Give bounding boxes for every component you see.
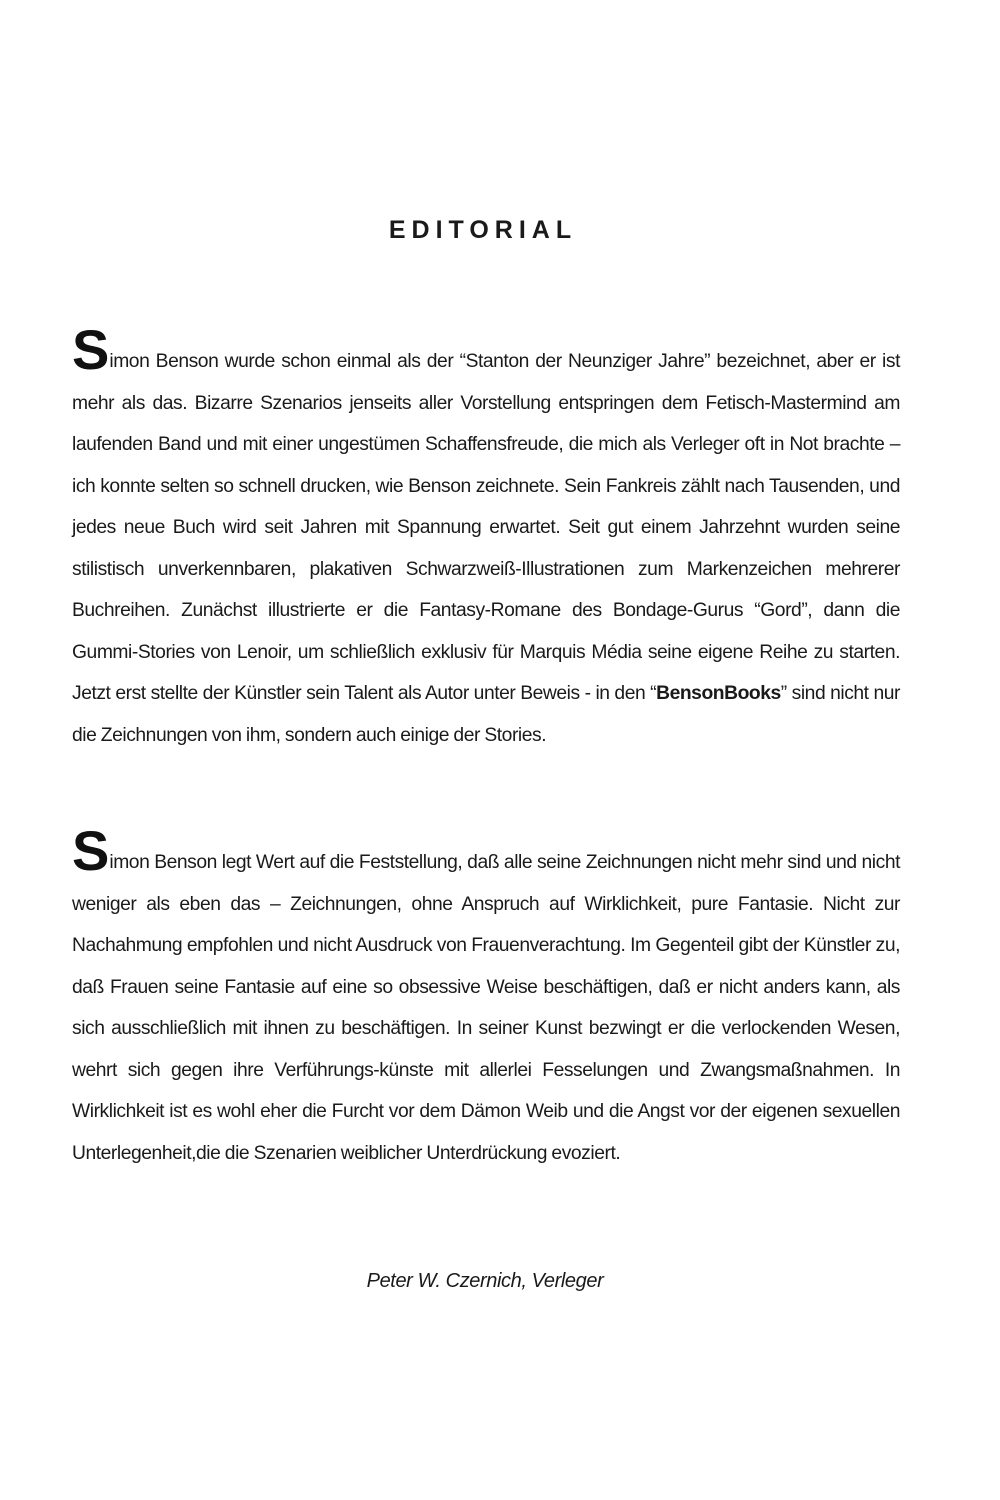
paragraph-2 [72, 819, 900, 1174]
benson-books-name: BensonBooks [656, 683, 781, 704]
drop-cap-initial: S [72, 318, 109, 381]
paragraph-1-text-end: ” sind nicht nur die Zeichnungen von ihm, sondern auch einige der Stories. [72, 683, 900, 746]
author-signature: Peter W. Czernich, Verleger [366, 1270, 604, 1292]
paragraph-1 [72, 318, 900, 756]
drop-cap-initial: S [72, 819, 109, 882]
paragraph-2-text: imon Benson legt Wert auf die Feststellung, daß alle seine Zeichnungen nicht mehr sind und nicht weniger als eben das – Zeichnungen, ohne Anspruch auf Wirklichkeit, pure Fantasie. Nicht zur Nachahmung empfohlen und nicht Ausdruck von Frauenverachtung. Im Gegenteil gibt der Künstler zu, daß Frauen seine Fantasie auf eine so obsessive Weise beschäftigen, daß er nicht anders kann, als sich ausschließlich mit ihnen zu beschäftigen. In seiner Kunst bezwingt er die verlockenden Wesen, wehrt sich gegen ihre Verführungs-künste mit allerlei Fesselungen und Zwangsmaßnahmen. In Wirklichkeit ist es wohl eher die Furcht vor dem Dämon Weib und die Angst vor der eigenen sexuellen Unterlegenheit,die die Szenarien weiblicher Unterdrückung evoziert. [72, 852, 900, 1164]
paragraph-1-text-start: imon Benson wurde schon einmal als der “Stanton der Neunziger Jahre” bezeichnet, aber er ist mehr als das. Bizarre Szenarios jenseits aller Vorstellung entspringen dem Fetisch-Mastermind am laufenden Band und mit einer ungestümen Schaffensfreude, die mich als Verleger oft in Not brachte – ich konnte selten so schnell drucken, wie Benson zeichnete. Sein Fankreis zählt nach Tausenden, und jedes neue Buch wird seit Jahren mit Spannung erwartet. Seit gut einem Jahrzehnt wurden seine stilistisch unverkennbaren, plakativen Schwarzweiß-Illustrationen zum Markenzeichen mehrerer Buchreihen. Zunächst illustrierte er die Fantasy-Romane des Bondage-Gurus “Gord”, dann die Gummi-Stories von Lenoir, um schließlich exklusiv für Marquis Média seine eigene Reihe zu starten. Jetzt erst stellte der Künstler sein Talent als Autor unter Beweis - in den “ [72, 351, 900, 704]
page-title: EDITORIAL [388, 216, 578, 244]
